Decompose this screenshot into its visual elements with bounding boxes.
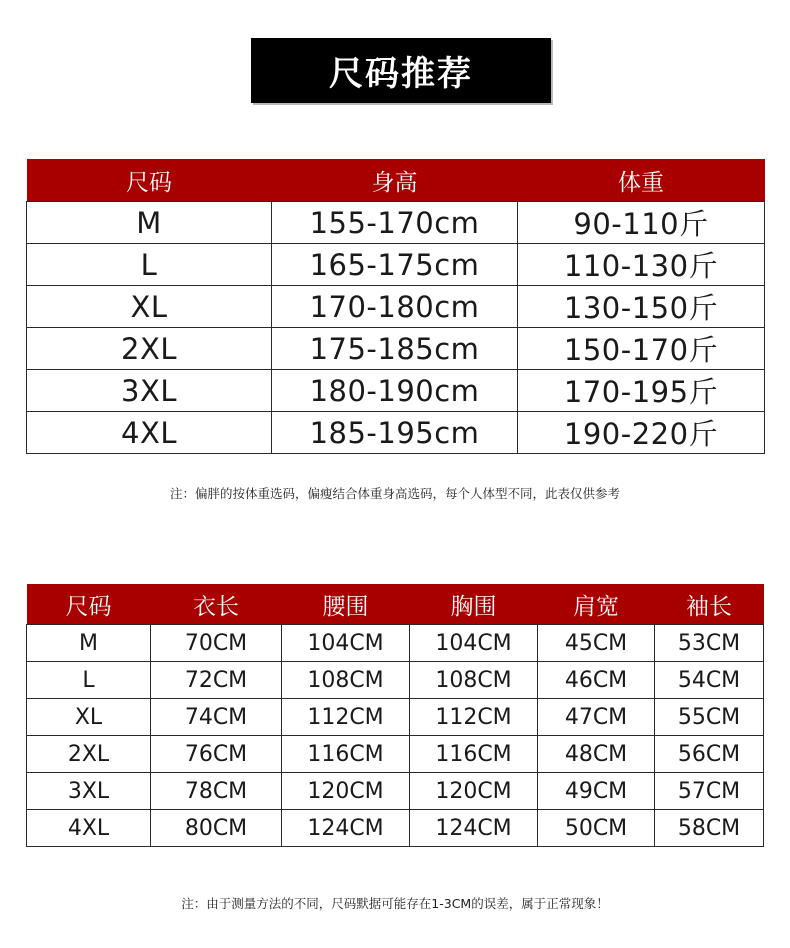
- cell-size: 2XL: [27, 736, 151, 773]
- table-row: [27, 699, 764, 736]
- cell-weight: 190-220斤: [518, 412, 765, 454]
- cell-sleeve: 53CM: [655, 625, 764, 662]
- header-chest: 胸围: [410, 584, 538, 625]
- cell-chest: 104CM: [410, 625, 538, 662]
- cell-chest: 120CM: [410, 773, 538, 810]
- cell-weight: 150-170斤: [518, 328, 765, 370]
- note-reference: 注：偏胖的按体重选码，偏瘦结合体重身高选码，每个人体型不同，此表仅供参考: [169, 486, 620, 501]
- cell-shoulder: 50CM: [538, 810, 655, 847]
- cell-size: 4XL: [27, 810, 151, 847]
- cell-weight: 90-110斤: [518, 202, 765, 244]
- measurements-table: [26, 584, 764, 847]
- cell-size: L: [27, 662, 151, 699]
- cell-sleeve: 54CM: [655, 662, 764, 699]
- cell-length: 78CM: [151, 773, 282, 810]
- cell-shoulder: 47CM: [538, 699, 655, 736]
- table-header-row: [27, 159, 765, 202]
- cell-waist: 124CM: [282, 810, 410, 847]
- header-size: 尺码: [27, 584, 151, 625]
- cell-chest: 108CM: [410, 662, 538, 699]
- cell-size: XL: [27, 286, 272, 328]
- cell-waist: 104CM: [282, 625, 410, 662]
- cell-waist: 112CM: [282, 699, 410, 736]
- height-weight-table: [26, 159, 765, 454]
- header-waist: 腰围: [282, 584, 410, 625]
- cell-length: 72CM: [151, 662, 282, 699]
- cell-size: 3XL: [27, 370, 272, 412]
- cell-size: 3XL: [27, 773, 151, 810]
- cell-waist: 116CM: [282, 736, 410, 773]
- cell-sleeve: 56CM: [655, 736, 764, 773]
- cell-sleeve: 58CM: [655, 810, 764, 847]
- table-row: [27, 244, 765, 286]
- page-title: 尺码推荐: [329, 54, 473, 94]
- table-header-row: [27, 584, 764, 625]
- cell-weight: 130-150斤: [518, 286, 765, 328]
- table-row: [27, 412, 765, 454]
- header-length: 衣长: [151, 584, 282, 625]
- cell-size: L: [27, 244, 272, 286]
- cell-shoulder: 45CM: [538, 625, 655, 662]
- header-weight: 体重: [518, 159, 765, 202]
- table-row: [27, 286, 765, 328]
- cell-size: M: [27, 202, 272, 244]
- title-banner: [251, 38, 551, 103]
- table-row: [27, 202, 765, 244]
- table-row: [27, 370, 765, 412]
- table-row: [27, 328, 765, 370]
- cell-chest: 116CM: [410, 736, 538, 773]
- table-row: [27, 773, 764, 810]
- cell-weight: 110-130斤: [518, 244, 765, 286]
- cell-shoulder: 46CM: [538, 662, 655, 699]
- cell-size: 4XL: [27, 412, 272, 454]
- cell-shoulder: 48CM: [538, 736, 655, 773]
- header-size: 尺码: [27, 159, 272, 202]
- header-height: 身高: [272, 159, 518, 202]
- cell-chest: 112CM: [410, 699, 538, 736]
- cell-chest: 124CM: [410, 810, 538, 847]
- table-row: [27, 662, 764, 699]
- cell-length: 74CM: [151, 699, 282, 736]
- cell-length: 76CM: [151, 736, 282, 773]
- cell-size: M: [27, 625, 151, 662]
- cell-height: 155-170cm: [272, 202, 518, 244]
- cell-height: 185-195cm: [272, 412, 518, 454]
- cell-weight: 170-195斤: [518, 370, 765, 412]
- cell-shoulder: 49CM: [538, 773, 655, 810]
- note-measurement-error: 注：由于测量方法的不同，尺码默据可能存在1-3CM的误差，属于正常现象！: [181, 896, 609, 911]
- cell-sleeve: 55CM: [655, 699, 764, 736]
- cell-size: 2XL: [27, 328, 272, 370]
- table-row: [27, 736, 764, 773]
- table-row: [27, 625, 764, 662]
- cell-height: 180-190cm: [272, 370, 518, 412]
- cell-height: 165-175cm: [272, 244, 518, 286]
- header-sleeve: 袖长: [655, 584, 764, 625]
- cell-waist: 108CM: [282, 662, 410, 699]
- cell-waist: 120CM: [282, 773, 410, 810]
- cell-length: 70CM: [151, 625, 282, 662]
- cell-size: XL: [27, 699, 151, 736]
- cell-height: 170-180cm: [272, 286, 518, 328]
- cell-height: 175-185cm: [272, 328, 518, 370]
- table-row: [27, 810, 764, 847]
- cell-sleeve: 57CM: [655, 773, 764, 810]
- cell-length: 80CM: [151, 810, 282, 847]
- header-shoulder: 肩宽: [538, 584, 655, 625]
